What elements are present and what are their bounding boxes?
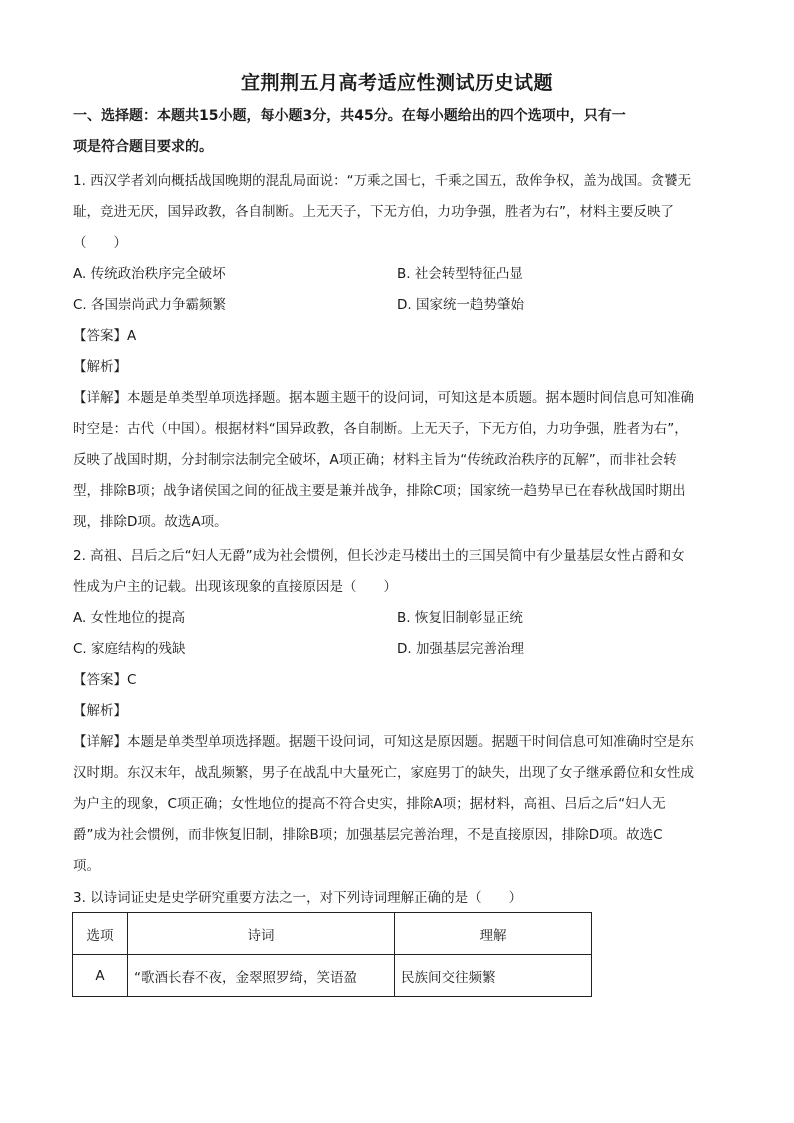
question-3-line-1: 3. 以诗词证史是史学研究重要方法之一，对下列诗词理解正确的是（ ） [73,890,523,906]
section-instruction [73,101,723,163]
question-2-explanation-line-1: 【详解】本题是单类型单项选择题。据题干设问词，可知这是原因题。据题干时间信息可知准确时空是东 [73,734,694,750]
question-2-explanation-line-3: 为户主的现象，C项正确；女性地位的提高不符合史实，排除A项；据材料，高祖、吕后之后“妇人无 [73,796,666,812]
question-1-option-d: D. 国家统一趋势肇始 [397,297,524,313]
question-2-answer: 【答案】C [73,672,137,688]
page-title: 宜荆荆五月高考适应性测试历史试题 [240,72,553,94]
table-cell-option: A [73,955,128,997]
question-2-option-a: A. 女性地位的提高 [73,610,186,626]
table-cell-poem: “歌酒长春不夜，金翠照罗绮，笑语盈 [128,955,395,997]
question-3-stem [73,883,723,914]
question-1-option-b: B. 社会转型特征凸显 [397,266,523,282]
table-header-understanding: 理解 [395,913,592,955]
question-1-explanation-line-4: 型，排除B项；战争诸侯国之间的征战主要是兼并战争，排除C项；国家统一趋势早已在春秋战国时期出 [73,483,686,499]
question-2-explanation-line-5: 项。 [73,858,100,874]
question-2-option-b: B. 恢复旧制彰显正统 [397,610,523,626]
question-2-option-d: D. 加强基层完善治理 [397,641,524,657]
table-header-option: 选项 [73,913,128,955]
question-1-line-1: 1. 西汉学者刘向概括战国晚期的混乱局面说：“万乘之国七，千乘之国五，敌侔争权，盖为战国。贪饕无 [73,173,692,189]
section-line-1: 一、选择题：本题共15小题，每小题3分，共45分。在每小题给出的四个选项中，只有一 [73,108,626,124]
table-header-poem: 诗词 [128,913,395,955]
question-2-explanation [73,727,723,882]
table-cell-understanding: 民族间交往频繁 [395,955,592,997]
question-1-explanation [73,383,723,538]
table-header-row [73,913,592,955]
question-1-stem [73,166,723,259]
question-2-line-2: 性成为户主的记载。出现该现象的直接原因是（ ） [73,579,397,595]
question-1-explanation-line-2: 时空是：古代（中国）。根据材料“国异政教，各自制断。上无天子，下无方伯，力功争强，胜者为右”， [73,421,688,437]
question-1-explanation-line-3: 反映了战国时期，分封制宗法制完全破坏，A项正确；材料主旨为“传统政治秩序的瓦解”，而非社会转 [73,452,677,468]
question-1-answer: 【答案】A [73,328,137,344]
question-1-line-2: 耻，竞进无厌，国异政教，各自制断。上无天子，下无方伯，力功争强，胜者为右”，材料主要反映了 [73,204,674,220]
question-2-analysis-label: 【解析】 [73,703,127,719]
question-1-explanation-line-1: 【详解】本题是单类型单项选择题。据本题主题干的设问词，可知这是本质题。据本题时间信息可知准确 [73,390,694,406]
question-2-line-1: 2. 高祖、吕后之后“妇人无爵”成为社会惯例，但长沙走马楼出土的三国吴简中有少量基层女性占爵和女 [73,548,685,564]
question-2-explanation-line-2: 汉时期。东汉末年，战乱频繁，男子在战乱中大量死亡，家庭男丁的缺失，出现了女子继承爵位和女性成 [73,765,694,781]
question-1-analysis-label: 【解析】 [73,359,127,375]
question-1-option-a: A. 传统政治秩序完全破坏 [73,266,226,282]
question-3-table [72,912,592,997]
question-2-explanation-line-4: 爵”成为社会惯例，而非恢复旧制，排除B项；加强基层完善治理，不是直接原因，排除D项。故选C [73,827,663,843]
question-1-line-3: （ ） [73,235,127,251]
question-2-stem [73,541,723,603]
question-1-option-c: C. 各国崇尚武力争霸频繁 [73,297,227,313]
table-row [73,955,592,997]
question-2-option-c: C. 家庭结构的残缺 [73,641,186,657]
section-line-2: 项是符合题目要求的。 [73,139,213,155]
question-1-explanation-line-5: 现，排除D项。故选A项。 [73,514,228,530]
